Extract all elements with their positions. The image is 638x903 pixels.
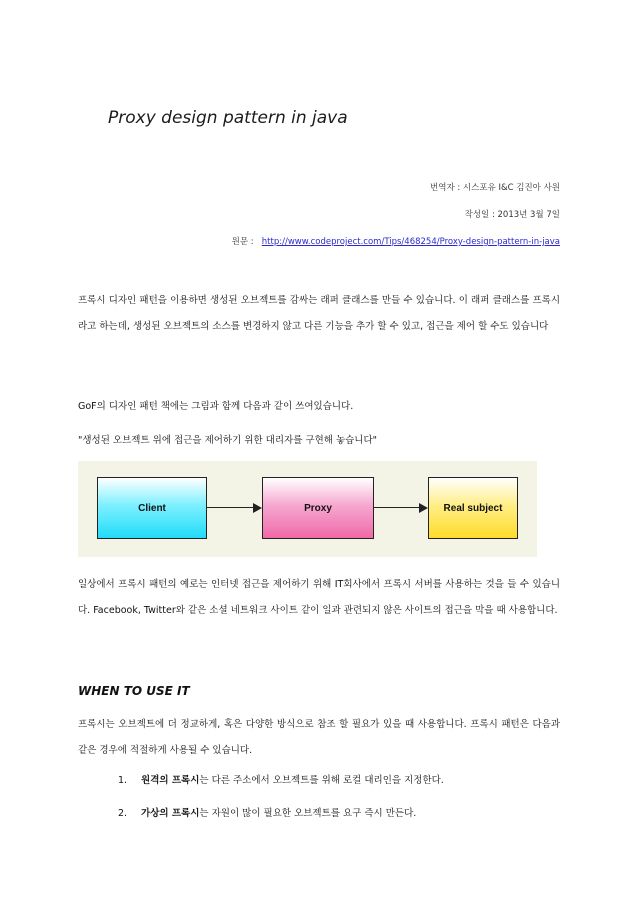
list-text: 는 다른 주소에서 오브젝트를 위해 로컬 대리인을 지정한다. (199, 775, 444, 786)
arrowhead-client-proxy (253, 503, 262, 513)
example-paragraph: 일상에서 프록시 패턴의 예로는 인터넷 접근을 제어하기 위해 IT회사에서 프록시 서버를 사용하는 것을 들 수 있습니다. Facebook, Twitter와 같은 소셜 네트워크 사이트 같이 일과 관련되지 않은 사이트의 접근을 막을 때 사용합니다. (78, 579, 560, 616)
intro-paragraph: 프록시 디자인 패턴을 이용하면 생성된 오브젝트를 감싸는 래퍼 클래스를 만들 수 있습니다. 이 래퍼 클래스를 프록시 라고 하는데, 생성된 오브젝트의 소스를 변경하지 않고 다른 기능을 추가 할 수 있고, 접근을 제어 할 수도 있습니다 (78, 295, 560, 332)
quote-line: "생성된 오브젝트 위에 접근을 제어하기 위한 대리자를 구현해 놓습니다" (78, 435, 378, 446)
translator-line: 번역자 : 시스포유 I&C 김진아 사원 (430, 183, 560, 193)
proxy-box: Proxy (262, 477, 374, 539)
list-number: 2. (118, 808, 128, 819)
gof-line: GoF의 디자인 패턴 책에는 그림과 함께 다음과 같이 쓰여있습니다. (78, 401, 354, 412)
client-box: Client (97, 477, 207, 539)
list-text: 는 자원이 많이 필요한 오브젝트를 요구 즉시 만든다. (199, 808, 417, 819)
arrowhead-proxy-real (419, 503, 428, 513)
arrow-client-proxy (207, 507, 254, 508)
date-line: 작성일 : 2013년 3월 7일 (464, 210, 560, 220)
list-bold-term: 원격의 프록시 (141, 775, 200, 786)
source-link[interactable]: http://www.codeproject.com/Tips/468254/Proxy-design-pattern-in-java (261, 237, 560, 247)
list-item (118, 805, 416, 819)
when-paragraph: 프록시는 오브젝트에 더 정교하게, 혹은 다양한 방식으로 참조 할 필요가 있을 때 사용합니다. 프록시 패턴은 다음과 같은 경우에 적절하게 사용될 수 있습니다. (78, 719, 560, 756)
proxy-diagram (78, 461, 537, 557)
source-line (232, 235, 560, 247)
list-bold-term: 가상의 프록시 (141, 808, 200, 819)
real-subject-box: Real subject (428, 477, 518, 539)
list-item (118, 772, 444, 786)
list-number: 1. (118, 775, 128, 786)
when-to-use-heading: WHEN TO USE IT (78, 684, 190, 698)
document-title: Proxy design pattern in java (108, 108, 348, 128)
source-label: 원문 : (231, 237, 254, 247)
arrow-proxy-real (374, 507, 420, 508)
